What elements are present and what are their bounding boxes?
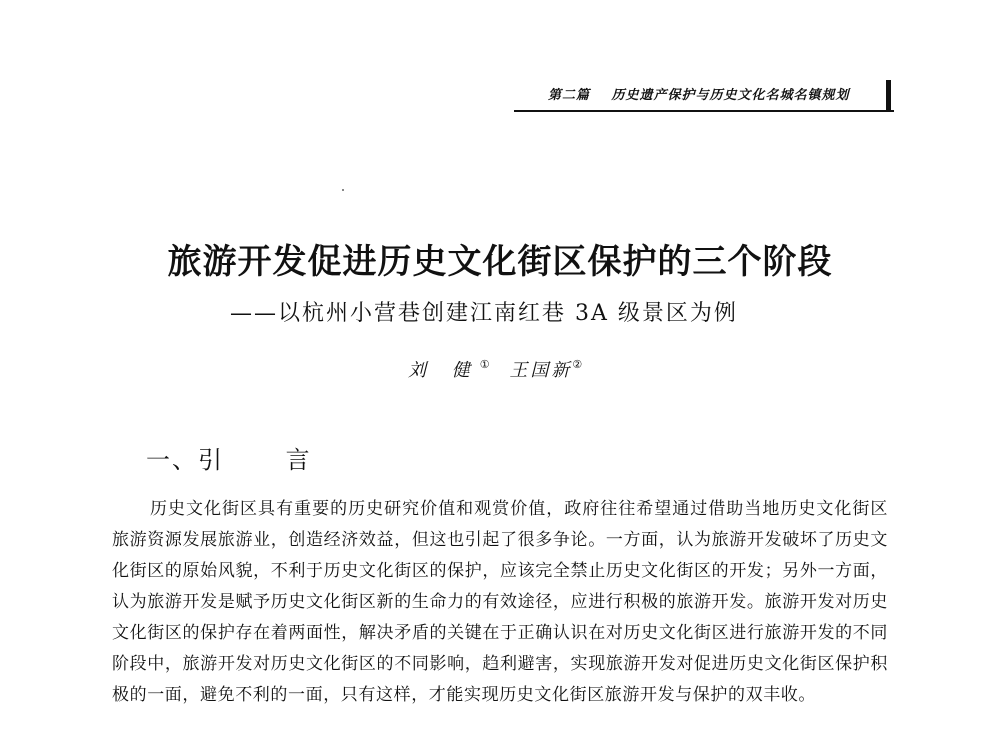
section-title: 引 言 [198,446,338,474]
article-subtitle: ——以杭州小营巷创建江南红巷 3A 级景区为例 [230,301,738,326]
body-paragraph: 历史文化街区具有重要的历史研究价值和观赏价值，政府往往希望通过借助当地历史文化街区旅游资源发展旅游业，创造经济效益，但这也引起了很多争论。一方面，认为旅游开发破坏了历史文化街区的原始风貌，不利于历史文化街区的保护，应该完全禁止历史文化街区的开发；另外一方面，认为旅游开发是赋予历史文化街区新的生命力的有效途径，应进行积极的旅游开发。旅游开发对历史文化街区的保护存在着两面性，解决矛盾的关键在于正确认识在对历史文化街区进行旅游开发的不同阶段中，旅游开发对历史文化街区的不同影响，趋利避害，实现旅游开发对促进历史文化街区保护积极的一面，避免不利的一面，只有这样，才能实现历史文化街区旅游开发与保护的双丰收。 [112,499,888,705]
section-heading [146,440,338,475]
author-2-footnote-mark: ② [572,358,583,371]
header-rule [514,110,894,112]
running-header [548,84,888,110]
author-2 [509,356,582,382]
author-1-footnote-mark: ① [479,358,490,371]
article-title: 旅游开发促进历史文化街区保护的三个阶段 [167,242,833,282]
header-bar [886,80,891,112]
author-1 [408,356,490,382]
running-header-title: 历史遗产保护与历史文化名城名镇规划 [611,88,850,103]
scan-speck [342,189,344,191]
author-1-name: 刘 健 [408,360,480,381]
author-line [408,356,582,382]
section-number: 一、 [146,446,198,474]
author-2-name: 王国新 [509,360,573,381]
running-header-section: 第二篇 [548,88,591,103]
